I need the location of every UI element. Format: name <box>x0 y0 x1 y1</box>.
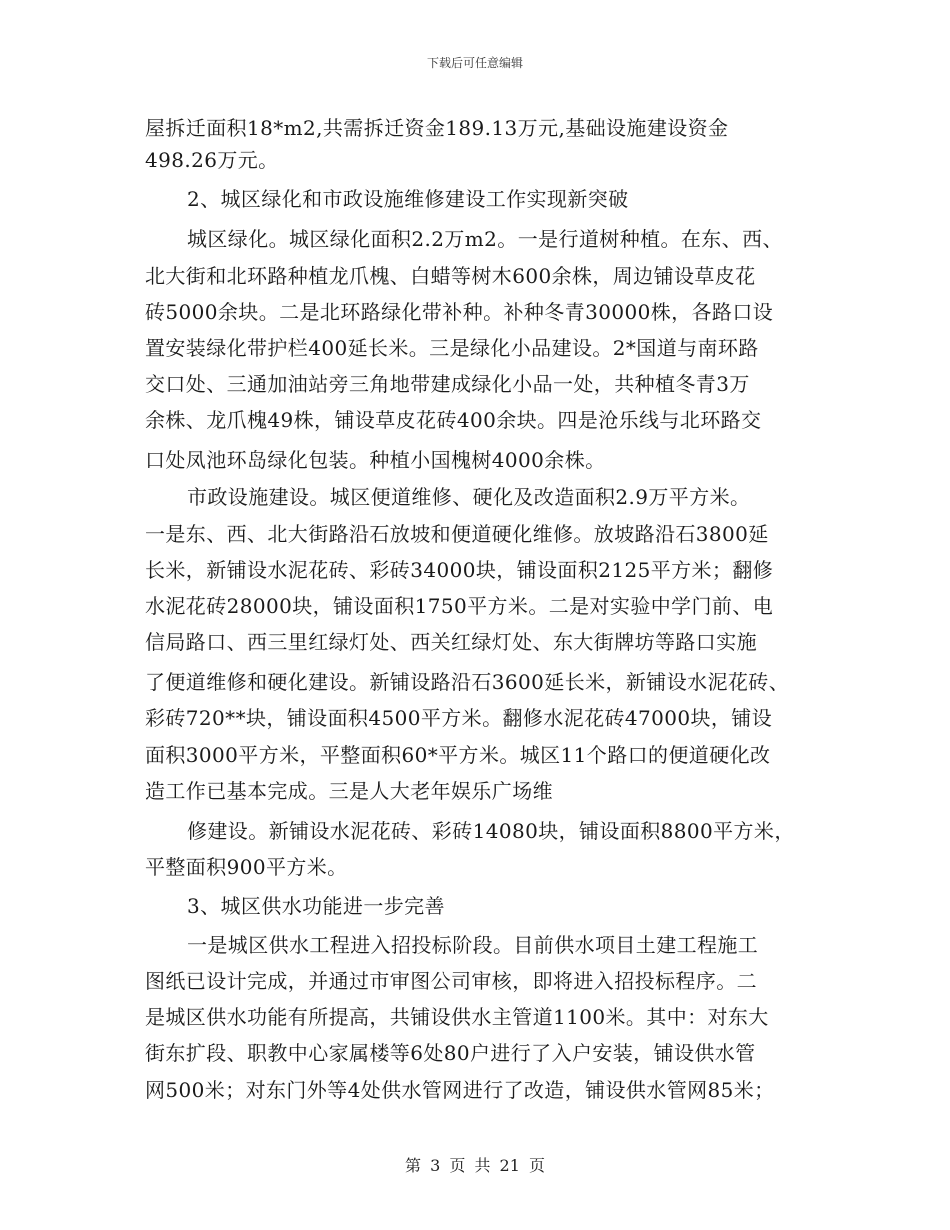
page-header: 下载后可任意编辑 <box>426 56 523 70</box>
paragraph-line: 网500米；对东门外等4处供水管网进行了改造，铺设供水管网85米； <box>145 1078 775 1102</box>
paragraph-line: 置安装绿化带护栏400延长米。三是绿化小品建设。2*国道与南环路 <box>145 336 759 360</box>
paragraph-line: 面积3000平方米，平整面积60*平方米。城区11个路口的便道硬化改 <box>145 743 771 767</box>
paragraph-line: 信局路口、西三里红绿灯处、西关红绿灯处、东大街牌坊等路口实施 <box>145 630 757 654</box>
paragraph-line: 街东扩段、职教中心家属楼等6处80户进行了入户安装，铺设供水管 <box>145 1041 756 1065</box>
paragraph-line: 一是城区供水工程进入招投标阶段。目前供水项目土建工程施工 <box>187 933 759 957</box>
paragraph-line: 城区绿化。城区绿化面积2.2万m2。一是行道树种植。在东、西、 <box>187 227 783 251</box>
paragraph-line: 是城区供水功能有所提高，共铺设供水主管道1100米。其中：对东大 <box>145 1005 769 1029</box>
paragraph-line: 长米，新铺设水泥花砖、彩砖34000块，铺设面积2125平方米；翻修 <box>145 558 774 582</box>
paragraph-line: 平整面积900平方米。 <box>145 855 348 879</box>
paragraph-line: 一是东、西、北大街路沿石放坡和便道硬化维修。放坡路沿石3800延 <box>145 522 769 546</box>
paragraph-line: 造工作已基本完成。三是人大老年娱乐广场维 <box>145 779 553 803</box>
paragraph-line: 北大街和北环路种植龙爪槐、白蜡等树木600余株，周边铺设草皮花 <box>145 264 756 288</box>
paragraph-line: 口处凤池环岛绿化包装。种植小国槐树4000余株。 <box>145 448 606 472</box>
section-heading: 2、城区绿化和市政设施维修建设工作实现新突破 <box>187 187 629 211</box>
paragraph-line: 了便道维修和硬化建设。新铺设路沿石3600延长米，新铺设水泥花砖、 <box>145 670 790 694</box>
section-heading: 3、城区供水功能进一步完善 <box>187 894 445 918</box>
paragraph-line: 彩砖720**块，铺设面积4500平方米。翻修水泥花砖47000块，铺设 <box>145 706 773 730</box>
paragraph-line: 图纸已设计完成，并通过市审图公司审核，即将进入招投标程序。二 <box>145 969 757 993</box>
paragraph-line: 498.26万元。 <box>145 148 279 172</box>
paragraph-line: 砖5000余块。二是北环路绿化带补种。补种冬青30000株，各路口设 <box>145 300 774 324</box>
paragraph-line: 市政设施建设。城区便道维修、硬化及改造面积2.9万平方米。 <box>187 485 751 509</box>
page-number-footer: 第 3 页 共 21 页 <box>405 1156 545 1175</box>
paragraph-line: 屋拆迁面积18*m2,共需拆迁资金189.13万元,基础设施建设资金 <box>145 116 729 140</box>
paragraph-line: 水泥花砖28000块，铺设面积1750平方米。二是对实验中学门前、电 <box>145 594 774 618</box>
paragraph-line: 交口处、三通加油站旁三角地带建成绿化小品一处，共种植冬青3万 <box>145 372 750 396</box>
paragraph-line: 修建设。新铺设水泥花砖、彩砖14080块，铺设面积8800平方米， <box>187 819 795 843</box>
paragraph-line: 余株、龙爪槐49株，铺设草皮花砖400余块。四是沧乐线与北环路交 <box>145 408 762 432</box>
